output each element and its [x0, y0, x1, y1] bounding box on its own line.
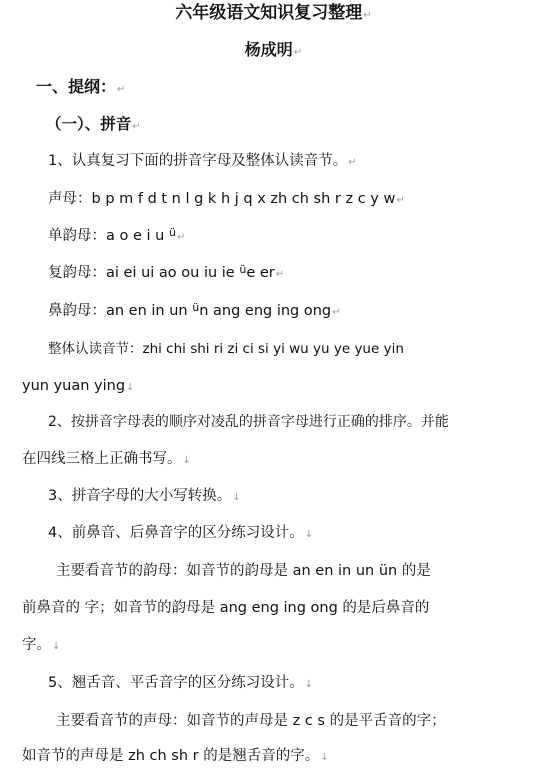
- paragraph-mark-icon: ↵: [176, 232, 186, 243]
- u-umlaut-text: ü: [239, 263, 247, 276]
- fuyunmu-line: 复韵母：ai ei ui ao ou iu ie $^ü$e er↵: [48, 263, 285, 281]
- paragraph-mark-icon: ↵: [132, 121, 141, 132]
- item-5-desc-line-2: 如音节的声母是 zh ch sh r 的是翘舌音的字。↓: [22, 748, 329, 764]
- item-4-desc-line-3: 字。↓: [22, 637, 61, 653]
- line-break-mark-icon: ↓: [320, 752, 329, 763]
- item-3: 3、拼音字母的大小写转换。↓: [48, 488, 241, 504]
- line-break-mark-icon: ↓: [52, 641, 61, 652]
- item-4-desc-line-1: 主要看音节的韵母：如音节的韵母是 an en in un ün 的是: [56, 563, 431, 579]
- zhengti-line-2: yun yuan ying↓: [22, 378, 135, 394]
- item-2-line-1: 2、按拼音字母表的顺序对凌乱的拼音字母进行正确的排序。并能: [48, 414, 449, 430]
- paragraph-mark-icon: ↵: [293, 47, 303, 58]
- u-umlaut-text: ü: [192, 301, 200, 314]
- line-break-mark-icon: ↓: [304, 529, 314, 540]
- subsection-heading-pinyin: （一）、拼音↵: [46, 115, 141, 133]
- biyunmu-line: 鼻韵母：an en in un $^ü$n ang eng ing ong↵: [48, 301, 341, 319]
- paragraph-mark-icon: ↵: [332, 307, 341, 318]
- line-break-mark-icon: ↓: [232, 492, 241, 503]
- paragraph-mark-icon: ↵: [117, 84, 126, 95]
- paragraph-mark-icon: ↵: [348, 157, 357, 168]
- line-break-mark-icon: ↓: [126, 382, 135, 393]
- paragraph-mark-icon: ↵: [275, 269, 285, 280]
- document-author: 杨成明↵: [244, 40, 303, 59]
- danyunmu-line: 单韵母：a o e i u $^ü$↵: [48, 226, 186, 244]
- item-2-line-2: 在四线三格上正确书写。↓: [22, 451, 191, 467]
- paragraph-mark-icon: ↵: [396, 195, 405, 206]
- u-umlaut-text: ü: [168, 226, 176, 239]
- item-4-desc-line-2: 前鼻音的 字；如音节的韵母是 ang eng ing ong 的是后鼻音的: [22, 600, 430, 616]
- document-title: 六年级语文知识复习整理↵: [175, 3, 372, 23]
- zhengti-line-1: 整体认读音节：zhi chi shi ri zi ci si yi wu yu ye yue yin: [48, 341, 404, 357]
- item-5: 5、翘舌音、平舌音字的区分练习设计。↓: [48, 675, 314, 691]
- section-heading-outline: 一、提纲：↵: [36, 77, 126, 96]
- item-1: 1、认真复习下面的拼音字母及整体认读音节。↵: [48, 153, 357, 169]
- item-4: 4、前鼻音、后鼻音字的区分练习设计。↓: [48, 525, 314, 541]
- line-break-mark-icon: ↓: [304, 679, 314, 690]
- paragraph-mark-icon: ↵: [363, 10, 372, 21]
- line-break-mark-icon: ↓: [182, 455, 191, 466]
- item-5-desc-line-1: 主要看音节的声母：如音节的声母是 z c s 的是平舌音的字；: [56, 713, 446, 729]
- shengmu-line: 声母：b p m f d t n l g k h j q x zh ch sh r z c y w↵: [48, 191, 405, 207]
